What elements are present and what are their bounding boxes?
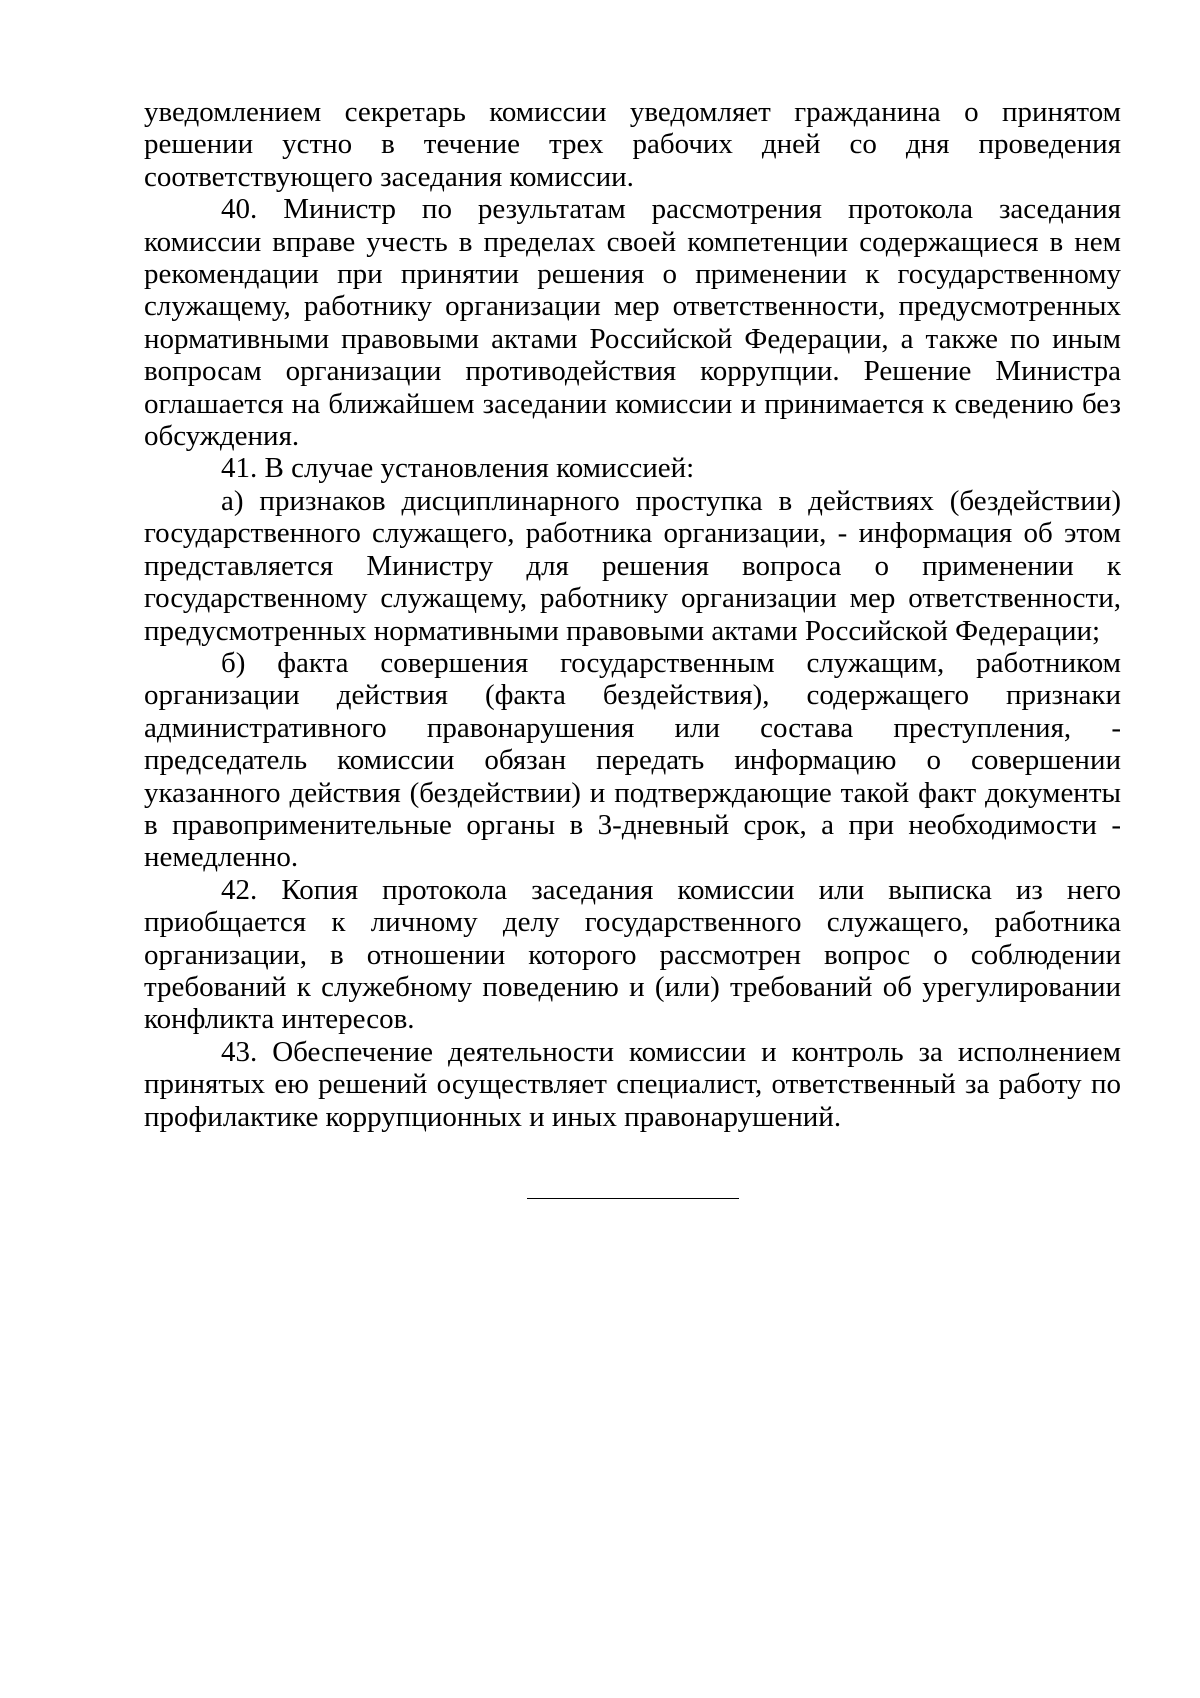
document-body [144,96,1121,1133]
paragraph-continuation: уведомлением секретарь комиссии уведомляет гражданина о принятом решении устно в течение трех рабочих дней со дня проведения соответствующего заседания комиссии. [144,96,1121,193]
end-of-document-rule [527,1198,739,1199]
paragraph-item-41-a: а) признаков дисциплинарного проступка в действиях (бездействии) государственного служащего, работника организации, - информация об этом представляется Министру для решения вопроса о применении к государственному служащему, работнику организации мер ответственности, предусмотренных нормативными правовыми актами Российской Федерации; [144,484,1121,647]
paragraph-item-42: 42. Копия протокола заседания комиссии или выписка из него приобщается к личному делу государственного служащего, работника организации, в отношении которого рассмотрен вопрос о соблюдении требований к служебному поведению и (или) требований об урегулировании конфликта интересов. [144,873,1121,1036]
paragraph-item-43: 43. Обеспечение деятельности комиссии и контроль за исполнением принятых ею решений осуществляет специалист, ответственный за работу по профилактике коррупционных и иных правонарушений. [144,1035,1121,1133]
paragraph-item-41: 41. В случае установления комиссией: [221,452,695,485]
paragraph-item-40: 40. Министр по результатам рассмотрения протокола заседания комиссии вправе учесть в пределах своей компетенции содержащиеся в нем рекомендации при принятии решения о применении к государственному служащему, работнику организации мер ответственности, предусмотренных нормативными правовыми актами Российской Федерации, а также по иным вопросам организации противодействия коррупции. Решение Министра оглашается на ближайшем заседании комиссии и принимается к сведению без обсуждения. [144,193,1121,453]
paragraph-item-41-b: б) факта совершения государственным служащим, работником организации действия (факта бездействия), содержащего признаки административного правонарушения или состава преступления, - председатель комиссии обязан передать информацию о совершении указанного действия (бездействии) и подтверждающие такой факт документы в правоприменительные органы в 3-дневный срок, а при необходимости - немедленно. [144,646,1121,874]
